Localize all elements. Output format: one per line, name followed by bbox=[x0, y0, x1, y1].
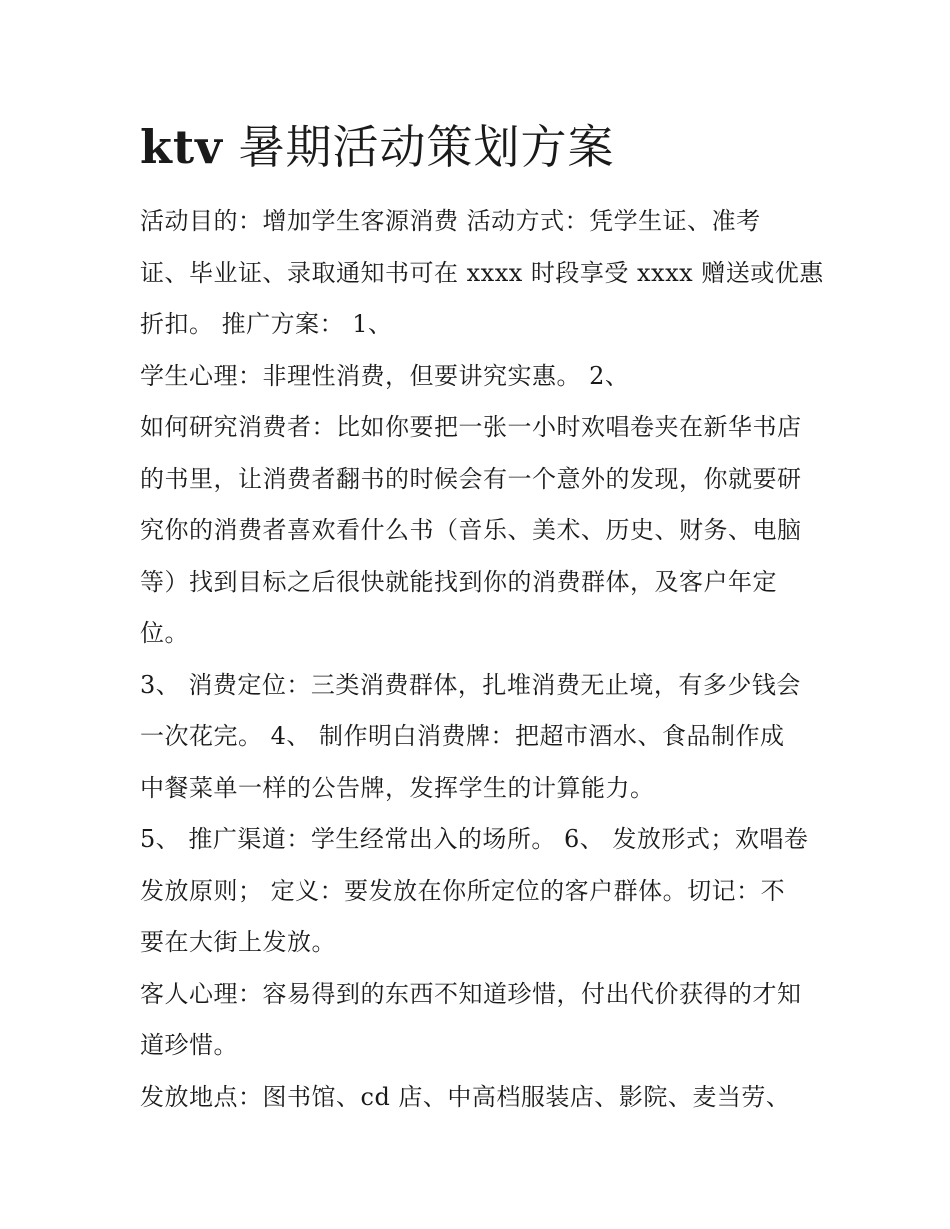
body-line: 中餐菜单一样的公告牌，发挥学生的计算能力。 bbox=[140, 773, 655, 802]
body-line: 位。 bbox=[140, 619, 189, 647]
body-line: 发放地点：图书馆、cd 店、中高档服装店、影院、麦当劳、 bbox=[140, 1082, 791, 1111]
body-line: 发放原则； 定义：要发放在你所定位的客户群体。切记：不 bbox=[140, 876, 786, 905]
body-line: 折扣。 推广方案： 1、 bbox=[140, 310, 393, 338]
document-body bbox=[140, 196, 830, 1123]
body-line: 客人心理：容易得到的东西不知道珍惜，付出代价获得的才知 bbox=[140, 979, 802, 1008]
body-line: 学生心理：非理性消费，但要讲究实惠。 2、 bbox=[140, 361, 630, 390]
title-cjk: 暑期活动策划方案 bbox=[222, 120, 615, 174]
body-line: 等）找到目标之后很快就能找到你的消费群体，及客户年定 bbox=[140, 567, 777, 596]
body-line: 要在大街上发放。 bbox=[140, 928, 336, 956]
body-line: 的书里，让消费者翻书的时候会有一个意外的发现，你就要研 bbox=[140, 464, 802, 493]
body-line: 一次花完。 4、 制作明白消费牌：把超市酒水、食品制作成 bbox=[140, 722, 785, 750]
page-title bbox=[140, 112, 614, 182]
body-line: 道珍惜。 bbox=[140, 1031, 238, 1059]
body-line: 3、 消费定位：三类消费群体，扎堆消费无止境，有多少钱会 bbox=[140, 670, 801, 699]
body-line: 5、 推广渠道：学生经常出入的场所。 6、 发放形式；欢唱卷 bbox=[140, 825, 809, 853]
body-line: 如何研究消费者：比如你要把一张一小时欢唱卷夹在新华书店 bbox=[140, 413, 802, 441]
body-line: 活动目的：增加学生客源消费 活动方式：凭学生证、准考 bbox=[140, 207, 761, 235]
body-line: 证、毕业证、录取通知书可在 xxxx 时段享受 xxxx 赠送或优惠 bbox=[140, 258, 824, 287]
title-latin: ktv bbox=[140, 120, 223, 174]
body-line: 究你的消费者喜欢看什么书（音乐、美术、历史、财务、电脑 bbox=[140, 516, 802, 544]
